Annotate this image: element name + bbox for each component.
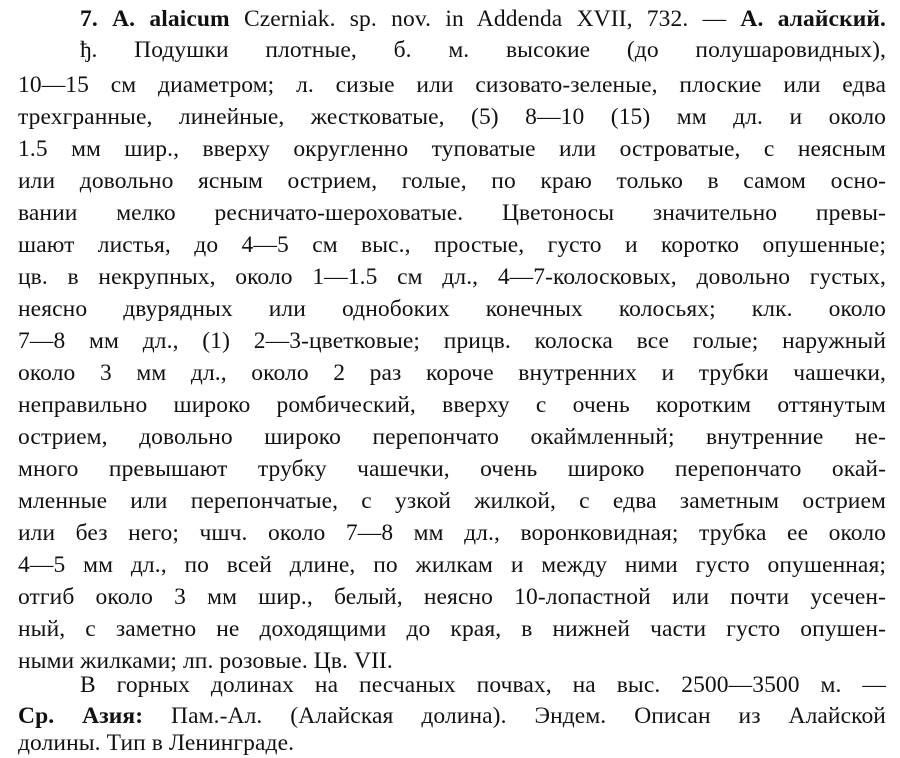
genus-abbreviation: A.: [112, 6, 136, 32]
author-citation: Czerniak. sp. nov. in Addenda XVII, 732. —: [243, 6, 727, 32]
description-line: или без него; чшч. около 7—8 мм дл., воронковидная; трубка ее около: [18, 520, 886, 546]
description-line: 7—8 мм дл., (1) 2—3-цветковые; прицв. колоска все голые; наружный: [18, 328, 886, 354]
description-line: цв. в некрупных, около 1—1.5 см дл., 4—7-колосковых, довольно густых,: [18, 264, 886, 290]
habitat-line: В горных долинах на песчаных почвах, на выс. 2500—3500 м. —: [80, 672, 886, 698]
description-line: ный, с заметно не доходящими до края, в нижней части густо опушен-: [18, 616, 886, 642]
description-line: 1.5 мм шир., вверху округленно туповатые или островатые, с неясным: [18, 136, 886, 162]
description-line: около 3 мм дл., около 2 раз короче внутренних и трубки чашечки,: [18, 360, 886, 386]
description-line: неясно двурядных или однобоких конечных колосьях; клк. около: [18, 296, 886, 322]
distribution-text: Пам.-Ал. (Алайская долина). Эндем. Описан из Алайской: [171, 703, 886, 729]
entry-heading: [80, 4, 886, 34]
description-line: много превышают трубку чашечки, очень широко перепончато окай-: [18, 456, 886, 482]
description-line: 4—5 мм дл., по всей длине, по жилкам и между ними густо опушенная;: [18, 552, 886, 578]
description-line: 10—15 см диаметром; л. сизые или сизовато-зеленые, плоские или едва: [18, 72, 886, 98]
russian-name: А. алайский.: [740, 6, 886, 32]
description-line: шают листья, до 4—5 см выс., простые, густо и коротко опушенные;: [18, 232, 886, 258]
distribution-line-last: долины. Тип в Ленинграде.: [18, 730, 295, 756]
description-line: трехгранные, линейные, жестковатые, (5) 8—10 (15) мм дл. и около: [18, 104, 886, 130]
region-label: Ср. Азия:: [18, 703, 144, 729]
description-line: мленные или перепончатые, с узкой жилкой, с едва заметным острием: [18, 488, 886, 514]
description-line-last: ными жилками; лп. розовые. Цв. VII.: [18, 648, 393, 674]
description-line: ђ. Подушки плотные, б. м. высокие (до полушаровидных),: [80, 37, 886, 63]
description-line: отгиб около 3 мм шир., белый, неясно 10-лопастной или почти усечен-: [18, 584, 886, 610]
description-line: неправильно широко ромбический, вверху с очень коротким оттянутым: [18, 392, 886, 418]
entry-number: 7.: [80, 6, 98, 32]
description-line: вании мелко ресничато-шероховатые. Цветоносы значительно превы-: [18, 200, 886, 226]
description-line: или довольно ясным острием, голые, по краю только в самом осно-: [18, 168, 886, 194]
distribution-line: [18, 701, 886, 731]
species-epithet: alaicum: [149, 6, 230, 32]
description-line: острием, довольно широко перепончато окаймленный; внутренние не-: [18, 424, 886, 450]
